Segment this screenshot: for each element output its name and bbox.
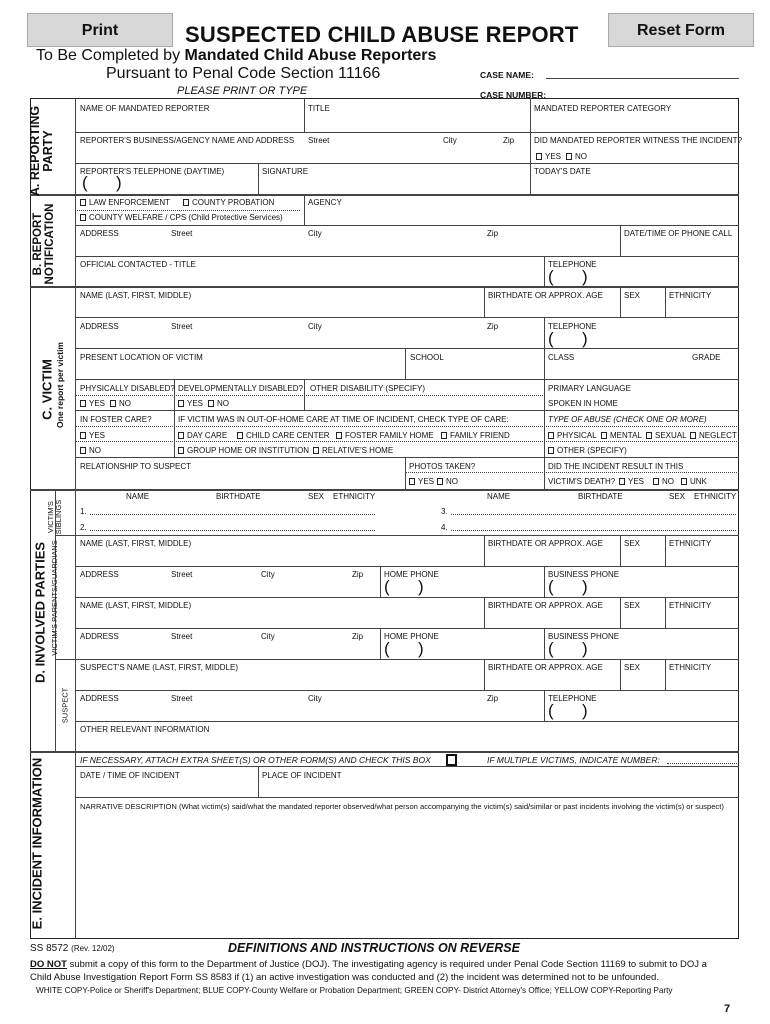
suspect-name-label: SUSPECT'S NAME (LAST, FIRST, MIDDLE) xyxy=(80,663,238,672)
neglect-label: NEGLECT xyxy=(699,431,737,440)
sib-name-header-2: NAME xyxy=(487,492,511,501)
parent2-business-phone-label: BUSINESS PHONE xyxy=(548,632,620,641)
parent2-home-phone-label: HOME PHONE xyxy=(384,632,439,641)
section-c-sublabel: One report per victim xyxy=(55,342,65,428)
section-d-label: D. INVOLVED PARTIES xyxy=(32,541,48,684)
child-care-center-checkbox[interactable] xyxy=(237,431,330,440)
doj-notice-line-1 xyxy=(30,959,707,970)
c-dotted-4 xyxy=(405,472,739,473)
reporter-name-label: NAME OF MANDATED REPORTER xyxy=(80,104,210,113)
b-v1 xyxy=(304,194,305,225)
death-unk-checkbox[interactable] xyxy=(681,477,707,486)
doj-notice-line-2: Child Abuse Investigation Report Form SS 8583 if (1) an active investigation was conducted and (2) the incident was determined not to be unfounded. xyxy=(30,972,659,983)
subtitle-prefix: To Be Completed by xyxy=(36,47,185,64)
victim-school-label: SCHOOL xyxy=(410,353,444,362)
parent1-street-label: Street xyxy=(171,570,193,579)
checkbox-icon xyxy=(601,432,607,439)
sib-ethnicity-header-2: ETHNICITY xyxy=(694,492,737,501)
b-row-line-2 xyxy=(75,256,739,257)
d-siblings-label: VICTIM'S SIBLINGS xyxy=(46,499,63,535)
sibling-2-number: 2. xyxy=(80,523,87,532)
parent1-home-phone-label: HOME PHONE xyxy=(384,570,439,579)
a-v1 xyxy=(304,98,305,132)
parent1-address-label: ADDRESS xyxy=(80,570,119,579)
family-friend-checkbox[interactable] xyxy=(441,431,510,440)
section-b-text: B. REPORT NOTIFICATION xyxy=(32,203,56,285)
death-question-label: DID THE INCIDENT RESULT IN THIS xyxy=(548,462,684,471)
sib-birthdate-header-2: BIRTHDATE xyxy=(578,492,623,501)
checkbox-icon xyxy=(646,432,652,439)
d-v6 xyxy=(484,597,485,628)
section-e-label: E. INCIDENT INFORMATION xyxy=(29,757,45,930)
d-line-1 xyxy=(75,566,739,567)
checkbox-icon xyxy=(548,432,554,439)
suspect-city-label: City xyxy=(308,694,322,703)
relatives-home-checkbox[interactable] xyxy=(313,446,393,455)
dev-no-label: NO xyxy=(217,399,229,408)
section-a-label xyxy=(29,103,55,199)
a-v2 xyxy=(530,98,531,194)
case-name-field[interactable] xyxy=(546,78,739,79)
b-v3 xyxy=(544,256,545,286)
d-line-2 xyxy=(75,597,739,598)
sexual-abuse-label: SEXUAL xyxy=(655,431,687,440)
definitions-heading: DEFINITIONS AND INSTRUCTIONS ON REVERSE xyxy=(228,941,520,955)
c-v10 xyxy=(405,457,406,489)
section-a-text: A. REPORTING PARTY xyxy=(28,105,55,197)
checkbox-icon xyxy=(409,478,415,485)
sibling-3-number: 3. xyxy=(441,507,448,516)
phone-call-datetime-label: DATE/TIME OF PHONE CALL xyxy=(624,229,733,238)
victim-ethnicity-label: ETHNICITY xyxy=(669,291,712,300)
divider-a-b xyxy=(30,194,739,196)
parent1-sex-label: SEX xyxy=(624,539,641,548)
incident-datetime-label: DATE / TIME OF INCIDENT xyxy=(80,771,180,780)
checkbox-icon xyxy=(178,400,184,407)
victim-sex-label: SEX xyxy=(624,291,641,300)
checkbox-icon xyxy=(441,432,447,439)
form-number xyxy=(30,943,115,954)
child-care-center-label: CHILD CARE CENTER xyxy=(246,431,330,440)
d-line-5 xyxy=(75,721,739,722)
c-v9 xyxy=(174,410,175,457)
neglect-checkbox[interactable] xyxy=(690,431,737,440)
suspect-ethnicity-label: ETHNICITY xyxy=(669,663,712,672)
c-v5 xyxy=(405,348,406,379)
checkbox-icon xyxy=(690,432,696,439)
sibling-4-number: 4. xyxy=(441,523,448,532)
agency-label: AGENCY xyxy=(308,198,342,207)
sibling-2-field[interactable] xyxy=(90,530,375,531)
d-v4 xyxy=(380,566,381,597)
suspect-birthdate-label: BIRTHDATE OR APPROX. AGE xyxy=(488,663,603,672)
b-v2 xyxy=(620,225,621,256)
checkbox-icon xyxy=(619,478,625,485)
case-number-label: CASE NUMBER: xyxy=(480,90,547,100)
parent2-business-phone-parens[interactable]: ( ) xyxy=(548,639,588,658)
victim-birthdate-label: BIRTHDATE OR APPROX. AGE xyxy=(488,291,603,300)
c-v8 xyxy=(544,379,545,489)
foster-no-checkbox[interactable] xyxy=(80,446,101,455)
section-c-label: C. VICTIM xyxy=(39,359,55,420)
d-v10 xyxy=(544,628,545,659)
c-line-2 xyxy=(75,348,739,349)
b-dotted-line xyxy=(75,210,300,211)
checkbox-icon xyxy=(566,153,572,160)
a-v3 xyxy=(258,163,259,194)
victim-street-label: Street xyxy=(171,322,193,331)
checkbox-icon xyxy=(237,432,243,439)
c-v4 xyxy=(544,317,545,379)
c-dotted-1 xyxy=(75,395,545,396)
other-disability-label: OTHER DISABILITY (SPECIFY) xyxy=(310,384,425,393)
e-line-1 xyxy=(75,766,739,767)
c-v2 xyxy=(620,286,621,317)
subtitle-line-1 xyxy=(36,47,436,65)
c-v1 xyxy=(484,286,485,317)
d-sub-divider-2 xyxy=(55,659,739,660)
parent2-home-phone-parens[interactable]: ( ) xyxy=(384,639,424,658)
sibling-1-field[interactable] xyxy=(90,514,375,515)
victim-grade-label: GRADE xyxy=(692,353,721,362)
a-row-line-1 xyxy=(75,132,739,133)
print-button[interactable]: Print xyxy=(27,13,173,47)
sibling-3-field[interactable] xyxy=(451,514,736,515)
county-welfare-checkbox[interactable] xyxy=(80,213,283,222)
checkbox-icon xyxy=(548,447,554,454)
parent1-zip-label: Zip xyxy=(352,570,364,579)
parent2-address-label: ADDRESS xyxy=(80,632,119,641)
day-care-label: DAY CARE xyxy=(187,431,228,440)
parent1-city-label: City xyxy=(261,570,275,579)
suspect-zip-label: Zip xyxy=(487,694,499,703)
phys-no-checkbox[interactable] xyxy=(110,399,131,408)
sib-birthdate-header-1: BIRTHDATE xyxy=(216,492,261,501)
copy-distribution: WHITE COPY-Police or Sheriff's Department; BLUE COPY-County Welfare or Probation Department; GREEN COPY- District Attorney's Office; YELLOW COPY-Reporting Party xyxy=(36,986,673,995)
checkbox-icon xyxy=(653,478,659,485)
group-home-label: GROUP HOME OR INSTITUTION xyxy=(187,446,310,455)
sib-ethnicity-header-1: ETHNICITY xyxy=(333,492,376,501)
death-yes-checkbox[interactable] xyxy=(619,477,644,486)
county-probation-checkbox[interactable] xyxy=(183,198,274,207)
group-home-checkbox[interactable] xyxy=(178,446,309,455)
parent1-business-phone-parens[interactable]: ( ) xyxy=(548,577,588,596)
d-v12 xyxy=(620,659,621,690)
dev-yes-checkbox[interactable] xyxy=(178,399,203,408)
official-contacted-label: OFFICIAL CONTACTED - TITLE xyxy=(80,260,196,269)
sibling-1-number: 1. xyxy=(80,507,87,516)
witness-label: DID MANDATED REPORTER WITNESS THE INCIDENT? xyxy=(534,136,743,145)
family-friend-label: FAMILY FRIEND xyxy=(450,431,510,440)
checkbox-icon xyxy=(80,447,86,454)
b-zip-label: Zip xyxy=(487,229,499,238)
subtitle-line-2: Pursuant to Penal Code Section 11166 xyxy=(106,65,381,82)
victim-telephone-parens[interactable]: ( ) xyxy=(548,329,588,348)
checkbox-icon xyxy=(208,400,214,407)
b-address-label: ADDRESS xyxy=(80,229,119,238)
death-unk-label: UNK xyxy=(690,477,707,486)
d-line-4 xyxy=(75,690,739,691)
foster-care-label: IN FOSTER CARE? xyxy=(80,415,152,424)
multiple-victims-label: IF MULTIPLE VICTIMS, INDICATE NUMBER: xyxy=(487,755,660,765)
witness-yes-checkbox[interactable] xyxy=(536,152,561,161)
victim-city-label: City xyxy=(308,322,322,331)
subtitle-bold: Mandated Child Abuse Reporters xyxy=(184,47,437,64)
checkbox-icon xyxy=(80,199,86,206)
d-v13 xyxy=(665,659,666,690)
spoken-in-home-label: SPOKEN IN HOME xyxy=(548,399,618,408)
parent2-name-label: NAME (LAST, FIRST, MIDDLE) xyxy=(80,601,192,610)
physical-abuse-label: PHYSICAL xyxy=(557,431,597,440)
foster-yes-checkbox[interactable] xyxy=(80,431,105,440)
attach-sheets-checkbox[interactable] xyxy=(446,754,457,766)
suspect-address-label: ADDRESS xyxy=(80,694,119,703)
sib-sex-header-2: SEX xyxy=(669,492,686,501)
checkbox-icon xyxy=(336,432,342,439)
photos-no-label: NO xyxy=(446,477,458,486)
b-row-line-1 xyxy=(75,225,739,226)
d-v3 xyxy=(665,535,666,566)
victim-zip-label: Zip xyxy=(487,322,499,331)
incident-place-label: PLACE OF INCIDENT xyxy=(262,771,342,780)
death-yes-label: YES xyxy=(628,477,645,486)
checkbox-icon xyxy=(437,478,443,485)
divider-d-e xyxy=(30,751,739,753)
day-care-checkbox[interactable] xyxy=(178,431,227,440)
suspect-street-label: Street xyxy=(171,694,193,703)
c-line-1 xyxy=(75,317,739,318)
narrative-field[interactable] xyxy=(77,814,737,936)
county-probation-label: COUNTY PROBATION xyxy=(192,198,275,207)
physical-abuse-checkbox[interactable] xyxy=(548,431,597,440)
other-abuse-label: OTHER (SPECIFY) xyxy=(557,446,627,455)
parent1-home-phone-parens[interactable]: ( ) xyxy=(384,577,424,596)
mental-abuse-checkbox[interactable] xyxy=(601,431,642,440)
law-enforcement-checkbox[interactable] xyxy=(80,198,170,207)
d-v8 xyxy=(665,597,666,628)
suspect-telephone-parens[interactable]: ( ) xyxy=(548,701,588,720)
photos-yes-checkbox[interactable] xyxy=(409,477,434,486)
parent1-name-label: NAME (LAST, FIRST, MIDDLE) xyxy=(80,539,192,548)
victim-address-label: ADDRESS xyxy=(80,322,119,331)
reporter-category-label: MANDATED REPORTER CATEGORY xyxy=(534,104,672,113)
developmentally-disabled-label: DEVELOPMENTALLY DISABLED? xyxy=(178,384,303,393)
primary-language-label: PRIMARY LANGUAGE xyxy=(548,384,631,393)
victim-telephone-label: TELEPHONE xyxy=(548,322,597,331)
divider-c-d xyxy=(30,489,739,491)
checkbox-icon xyxy=(110,400,116,407)
checkbox-icon xyxy=(178,447,184,454)
reporter-phone-parens[interactable]: ( ) xyxy=(82,173,122,192)
photos-taken-label: PHOTOS TAKEN? xyxy=(409,462,476,471)
death-question-label-2: VICTIM'S DEATH? xyxy=(548,477,616,486)
c-v3 xyxy=(665,286,666,317)
d-v7 xyxy=(620,597,621,628)
other-relevant-info-label: OTHER RELEVANT INFORMATION xyxy=(80,725,210,734)
suspect-telephone-label: TELEPHONE xyxy=(548,694,597,703)
todays-date-label: TODAY'S DATE xyxy=(534,167,591,176)
print-note: PLEASE PRINT OR TYPE xyxy=(177,85,308,97)
physically-disabled-label: PHYSICALLY DISABLED? xyxy=(80,384,175,393)
other-abuse-checkbox[interactable] xyxy=(548,446,627,455)
d-v2 xyxy=(620,535,621,566)
b-city-label: City xyxy=(308,229,322,238)
victim-name-label: NAME (LAST, FIRST, MIDDLE) xyxy=(80,291,192,300)
checkbox-icon xyxy=(313,447,319,454)
reporter-street-label: Street xyxy=(308,136,330,145)
sib-name-header-1: NAME xyxy=(126,492,150,501)
sib-sex-header-1: SEX xyxy=(308,492,325,501)
death-no-label: NO xyxy=(662,477,674,486)
d-v1 xyxy=(484,535,485,566)
foster-family-home-checkbox[interactable] xyxy=(336,431,434,440)
parent1-birthdate-label: BIRTHDATE OR APPROX. AGE xyxy=(488,539,603,548)
dev-yes-label: YES xyxy=(187,399,204,408)
parent1-ethnicity-label: ETHNICITY xyxy=(669,539,712,548)
divider-b-c xyxy=(30,286,739,288)
victim-location-label: PRESENT LOCATION OF VICTIM xyxy=(80,353,203,362)
law-enforcement-label: LAW ENFORCEMENT xyxy=(89,198,171,207)
reset-form-button[interactable]: Reset Form xyxy=(608,13,754,47)
phys-yes-label: YES xyxy=(89,399,106,408)
witness-no-checkbox[interactable] xyxy=(566,152,587,161)
checkbox-icon xyxy=(178,432,184,439)
doj-notice-text-1: submit a copy of this form to the Department of Justice (DOJ). The investigating agency is required under Penal Code Section 11169 to submit to DOJ a xyxy=(66,959,707,970)
parent2-city-label: City xyxy=(261,632,275,641)
form-number-text: SS 8572 xyxy=(30,943,69,954)
section-b-label xyxy=(32,196,56,292)
d-suspect-label: SUSPECT xyxy=(60,687,70,724)
d-v11 xyxy=(484,659,485,690)
form-revision: (Rev. 12/02) xyxy=(71,944,115,953)
d-v14 xyxy=(544,690,545,721)
b-telephone-label: TELEPHONE xyxy=(548,260,597,269)
sexual-abuse-checkbox[interactable] xyxy=(646,431,687,440)
photos-yes-label: YES xyxy=(418,477,435,486)
d-v5 xyxy=(544,566,545,597)
attach-sheets-label: IF NECESSARY, ATTACH EXTRA SHEET(S) OR OTHER FORM(S) AND CHECK THIS BOX xyxy=(80,755,431,765)
reporter-city-label: City xyxy=(443,136,457,145)
county-welfare-label: COUNTY WELFARE / CPS (Child Protective Services) xyxy=(89,213,283,222)
phys-no-label: NO xyxy=(119,399,131,408)
checkbox-icon xyxy=(681,478,687,485)
reporter-zip-label: Zip xyxy=(503,136,515,145)
abuse-type-label: TYPE OF ABUSE (CHECK ONE OR MORE) xyxy=(548,415,707,424)
parent1-business-phone-label: BUSINESS PHONE xyxy=(548,570,620,579)
d-parents-label: VICTIM'S PARENTS/GUARDIANS xyxy=(50,540,59,656)
parent2-sex-label: SEX xyxy=(624,601,641,610)
suspect-sex-label: SEX xyxy=(624,663,641,672)
phys-yes-checkbox[interactable] xyxy=(80,399,105,408)
checkbox-icon xyxy=(536,153,542,160)
b-telephone-parens[interactable]: ( ) xyxy=(548,267,588,286)
c-line-5 xyxy=(75,457,739,458)
witness-yes-label: YES xyxy=(545,152,562,161)
mental-abuse-label: MENTAL xyxy=(610,431,642,440)
d-sub-divider-1 xyxy=(55,535,739,536)
c-v7 xyxy=(304,379,305,410)
parent2-street-label: Street xyxy=(171,632,193,641)
checkbox-icon xyxy=(183,199,189,206)
relatives-home-label: RELATIVE'S HOME xyxy=(322,446,394,455)
signature-label: SIGNATURE xyxy=(262,167,309,176)
parent2-birthdate-label: BIRTHDATE OR APPROX. AGE xyxy=(488,601,603,610)
sibling-4-field[interactable] xyxy=(451,530,736,531)
a-row-line-2 xyxy=(75,163,739,164)
narrative-description-label: NARRATIVE DESCRIPTION (What victim(s) said/what the mandated reporter observed/what person accompanying the victim(s) said/similar or past incidents involving the victim(s) or suspect) xyxy=(80,802,724,811)
b-street-label: Street xyxy=(171,229,193,238)
out-of-home-care-label: IF VICTIM WAS IN OUT-OF-HOME CARE AT TIME OF INCIDENT, CHECK TYPE OF CARE: xyxy=(178,415,509,424)
d-v9 xyxy=(380,628,381,659)
photos-no-checkbox[interactable] xyxy=(437,477,458,486)
relationship-label: RELATIONSHIP TO SUSPECT xyxy=(80,462,191,471)
reporter-business-label: REPORTER'S BUSINESS/AGENCY NAME AND ADDRESS xyxy=(80,136,295,145)
foster-family-home-label: FOSTER FAMILY HOME xyxy=(345,431,434,440)
parent2-zip-label: Zip xyxy=(352,632,364,641)
case-name-label: CASE NAME: xyxy=(480,70,534,80)
witness-no-label: NO xyxy=(575,152,587,161)
dev-no-checkbox[interactable] xyxy=(208,399,229,408)
checkbox-icon xyxy=(80,432,86,439)
parent2-ethnicity-label: ETHNICITY xyxy=(669,601,712,610)
multiple-victims-field[interactable] xyxy=(667,763,737,764)
checkbox-icon xyxy=(80,214,86,221)
checkbox-icon xyxy=(80,400,86,407)
reporter-title-label: TITLE xyxy=(308,104,330,113)
form-title: SUSPECTED CHILD ABUSE REPORT xyxy=(185,22,579,47)
reporter-phone-label: REPORTER'S TELEPHONE (DAYTIME) xyxy=(80,167,225,176)
death-no-checkbox[interactable] xyxy=(653,477,674,486)
page-number: 7 xyxy=(724,1003,731,1015)
foster-no-label: NO xyxy=(89,446,101,455)
victim-class-label: CLASS xyxy=(548,353,575,362)
e-v1 xyxy=(258,766,259,797)
foster-yes-label: YES xyxy=(89,431,106,440)
d-line-3 xyxy=(75,628,739,629)
e-line-2 xyxy=(75,797,739,798)
do-not-emphasis: DO NOT xyxy=(30,959,67,970)
